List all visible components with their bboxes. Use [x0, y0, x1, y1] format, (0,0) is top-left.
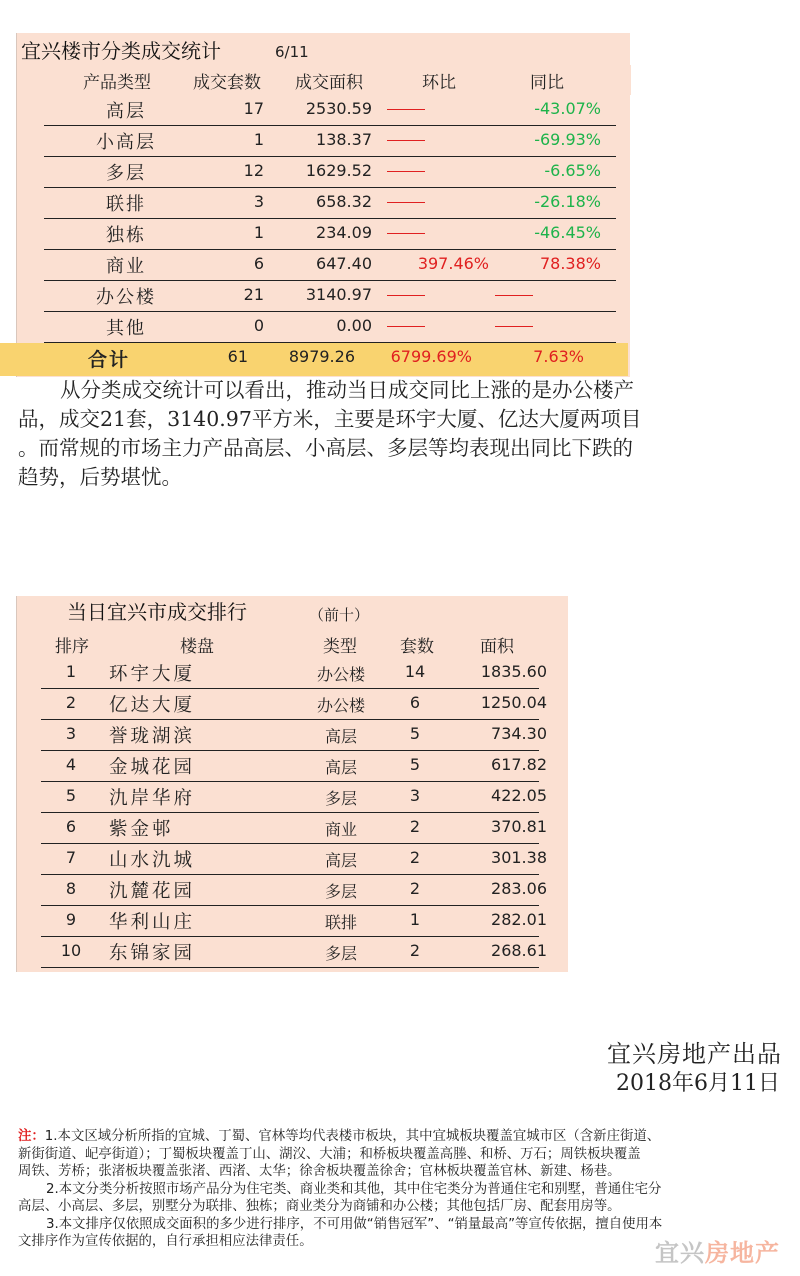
category-name: 商业 — [106, 256, 146, 277]
ranking-row — [17, 720, 569, 751]
publisher-brand: 宜兴房地产出品 — [607, 1040, 782, 1068]
category-tb — [495, 285, 615, 304]
category-hb — [387, 285, 507, 304]
ranking-type: 多层 — [324, 944, 357, 963]
category-row — [17, 312, 631, 343]
ranking-project-name: 誉珑湖滨 — [109, 726, 196, 747]
ranking-table — [16, 596, 568, 972]
ranking-project-name: 华利山庄 — [109, 912, 196, 933]
no-data-dash — [387, 109, 425, 111]
category-tb: -6.65% — [544, 161, 601, 180]
category-row — [17, 157, 631, 188]
ranking-type: 高层 — [324, 758, 357, 777]
header-product-type: 产品类型 — [83, 73, 151, 93]
category-area: 234.09 — [316, 223, 372, 242]
ranking-type: 多层 — [324, 789, 357, 808]
no-data-dash — [387, 171, 425, 173]
category-tb — [495, 316, 615, 335]
ranking-rank: 4 — [65, 755, 77, 774]
category-name: 小高层 — [96, 132, 156, 153]
ranking-type: 高层 — [324, 851, 357, 870]
category-count: 17 — [243, 99, 264, 118]
ranking-sets: 5 — [409, 755, 421, 774]
ranking-project-name: 东锦家园 — [109, 943, 196, 964]
category-row — [17, 126, 631, 157]
category-hb: 397.46% — [417, 254, 489, 273]
category-row — [17, 250, 631, 281]
category-area: 1629.52 — [305, 161, 372, 180]
analysis-paragraph — [18, 376, 788, 492]
paragraph-line-4: 趋势，后势堪忧。 — [18, 465, 182, 489]
note-line-7: 文排序作为宣传依据的，自行承担相应法律责任。 — [18, 1234, 313, 1249]
ranking-type: 办公楼 — [316, 665, 365, 684]
category-count: 3 — [253, 192, 264, 211]
header-area: 成交面积 — [295, 73, 363, 93]
category-name: 独栋 — [106, 225, 146, 246]
ranking-area: 734.30 — [491, 724, 547, 743]
category-tb: -43.07% — [534, 99, 601, 118]
category-area: 647.40 — [316, 254, 372, 273]
watermark-part-a: 宜兴 — [655, 1239, 705, 1267]
header-sets: 套数 — [400, 637, 434, 657]
ranking-project-name: 亿达大厦 — [109, 695, 196, 716]
no-data-dash — [387, 233, 425, 235]
ranking-area: 370.81 — [491, 817, 547, 836]
header-project: 楼盘 — [180, 637, 214, 657]
note-line-6: 3.本文排序仅依照成交面积的多少进行排序，不可用做“销售冠军”、“销量最高”等宣传依据，擅自使用本 — [46, 1216, 663, 1232]
ranking-row — [17, 813, 569, 844]
ranking-rank: 10 — [60, 941, 82, 960]
category-count: 12 — [243, 161, 264, 180]
ranking-row — [17, 937, 569, 968]
ranking-rank: 7 — [65, 848, 77, 867]
ranking-rank: 8 — [65, 879, 77, 898]
category-tb: 78.38% — [539, 254, 601, 273]
ranking-sets: 2 — [409, 848, 421, 867]
paragraph-line-1: 从分类成交统计可以看出，推动当日成交同比上涨的是办公楼产 — [60, 378, 634, 402]
ranking-type: 商业 — [324, 820, 357, 839]
ranking-area: 282.01 — [491, 910, 547, 929]
ranking-project-name: 氿岸华府 — [109, 788, 196, 809]
header-rank: 排序 — [55, 637, 89, 657]
header-tb: 同比 — [530, 73, 564, 93]
category-tb: -69.93% — [534, 130, 601, 149]
category-row — [17, 188, 631, 219]
ranking-project-name: 金城花园 — [109, 757, 196, 778]
ranking-sets: 6 — [409, 693, 421, 712]
ranking-area: 422.05 — [491, 786, 547, 805]
ranking-row — [17, 689, 569, 720]
ranking-row — [17, 751, 569, 782]
ranking-rank: 5 — [65, 786, 77, 805]
ranking-area: 301.38 — [491, 848, 547, 867]
ranking-sets: 3 — [409, 786, 421, 805]
header-count: 成交套数 — [193, 73, 261, 93]
category-count: 0 — [253, 316, 264, 335]
no-data-dash — [387, 140, 425, 142]
category-stats-date: 6/11 — [275, 43, 309, 61]
paragraph-line-3: 。而常规的市场主力产品高层、小高层、多层等均表现出同比下跌的 — [18, 436, 633, 460]
ranking-rank: 9 — [65, 910, 77, 929]
total-hb: 6799.69% — [390, 347, 472, 366]
watermark-part-b: 房地产 — [705, 1239, 780, 1267]
category-stats-total-row — [0, 343, 628, 376]
ranking-type: 联排 — [324, 913, 357, 932]
no-data-dash — [387, 326, 425, 328]
ranking-project-name: 山水氿城 — [109, 850, 196, 871]
category-name: 联排 — [106, 194, 146, 215]
ranking-sets: 1 — [409, 910, 421, 929]
note-line-2: 新街街道、屺亭街道）；丁蜀板块覆盖丁山、湖㳇、大浦；和桥板块覆盖高塍、和桥、万石；周铁板块覆盖 — [18, 1146, 641, 1162]
no-data-dash — [387, 295, 425, 297]
ranking-area: 1835.60 — [480, 662, 547, 681]
ranking-area: 617.82 — [491, 755, 547, 774]
category-count: 1 — [253, 130, 264, 149]
no-data-dash — [387, 202, 425, 204]
ranking-area: 1250.04 — [480, 693, 547, 712]
ranking-type: 办公楼 — [316, 696, 365, 715]
note-line-4: 2.本文分类分析按照市场产品分为住宅类、商业类和其他，其中住宅类分为普通住宅和别墅，普通住宅分 — [46, 1181, 662, 1197]
ranking-row — [17, 844, 569, 875]
ranking-project-name: 氿麓花园 — [109, 881, 196, 902]
total-count: 61 — [227, 347, 248, 366]
ranking-sets: 2 — [409, 879, 421, 898]
category-area: 138.37 — [316, 130, 372, 149]
no-data-dash — [495, 326, 533, 328]
header-hb: 环比 — [422, 73, 456, 93]
ranking-row — [17, 906, 569, 937]
category-row — [17, 219, 631, 250]
ranking-rank: 3 — [65, 724, 77, 743]
category-row — [17, 281, 631, 312]
ranking-type: 高层 — [324, 727, 357, 746]
ranking-area: 268.61 — [491, 941, 547, 960]
ranking-sets: 14 — [404, 662, 426, 681]
category-tb: -26.18% — [534, 192, 601, 211]
total-area: 8979.26 — [288, 347, 355, 366]
ranking-rank: 6 — [65, 817, 77, 836]
ranking-sets: 5 — [409, 724, 421, 743]
row-divider — [41, 967, 539, 969]
category-count: 1 — [253, 223, 264, 242]
ranking-row — [17, 782, 569, 813]
category-name: 办公楼 — [96, 287, 156, 308]
ranking-row — [17, 658, 569, 689]
ranking-rank: 2 — [65, 693, 77, 712]
watermark-logo — [655, 1233, 780, 1268]
no-data-dash — [495, 295, 533, 297]
ranking-project-name: 紫金邨 — [109, 819, 174, 840]
notes-label: 注： — [18, 1129, 45, 1144]
category-name: 高层 — [106, 101, 146, 122]
ranking-type: 多层 — [324, 882, 357, 901]
publish-date: 2018年6月11日 — [616, 1071, 780, 1096]
total-tb: 7.63% — [533, 347, 584, 366]
header-area2: 面积 — [480, 637, 514, 657]
header-type: 类型 — [323, 637, 357, 657]
note-line-5: 高层、小高层、多层，别墅分为联排、独栋；商业类分为商铺和办公楼；其他包括厂房、配套用房等。 — [18, 1199, 621, 1214]
ranking-row — [17, 875, 569, 906]
note-line-3: 周铁、芳桥；张渚板块覆盖张渚、西渚、太华；徐舍板块覆盖徐舍；官林板块覆盖官林、新建、杨巷。 — [18, 1164, 621, 1179]
category-stats-title: 宜兴楼市分类成交统计 — [21, 39, 221, 63]
category-stats-header — [17, 65, 631, 95]
category-tb: -46.45% — [534, 223, 601, 242]
category-count: 6 — [253, 254, 264, 273]
ranking-subtitle: （前十） — [309, 606, 370, 624]
category-name: 多层 — [106, 163, 146, 184]
ranking-title: 当日宜兴市成交排行 — [67, 600, 247, 624]
paragraph-line-2: 品，成交21套，3140.97平方米，主要是环宇大厦、亿达大厦两项目 — [18, 407, 642, 431]
category-area: 2530.59 — [305, 99, 372, 118]
note-line-1: 1.本文区域分析所指的宜城、丁蜀、官林等均代表楼市板块，其中宜城板块覆盖宜城市区（含新庄街道、 — [44, 1129, 661, 1144]
ranking-project-name: 环宇大厦 — [109, 664, 196, 685]
category-area: 3140.97 — [305, 285, 372, 304]
category-stats-table — [16, 33, 630, 377]
category-name: 其他 — [106, 318, 146, 339]
category-row — [17, 95, 631, 126]
category-area: 0.00 — [336, 316, 372, 335]
ranking-area: 283.06 — [491, 879, 547, 898]
category-area: 658.32 — [316, 192, 372, 211]
category-hb — [387, 316, 507, 335]
total-label: 合计 — [87, 349, 130, 371]
category-count: 21 — [243, 285, 264, 304]
ranking-sets: 2 — [409, 941, 421, 960]
ranking-sets: 2 — [409, 817, 421, 836]
ranking-rank: 1 — [65, 662, 77, 681]
